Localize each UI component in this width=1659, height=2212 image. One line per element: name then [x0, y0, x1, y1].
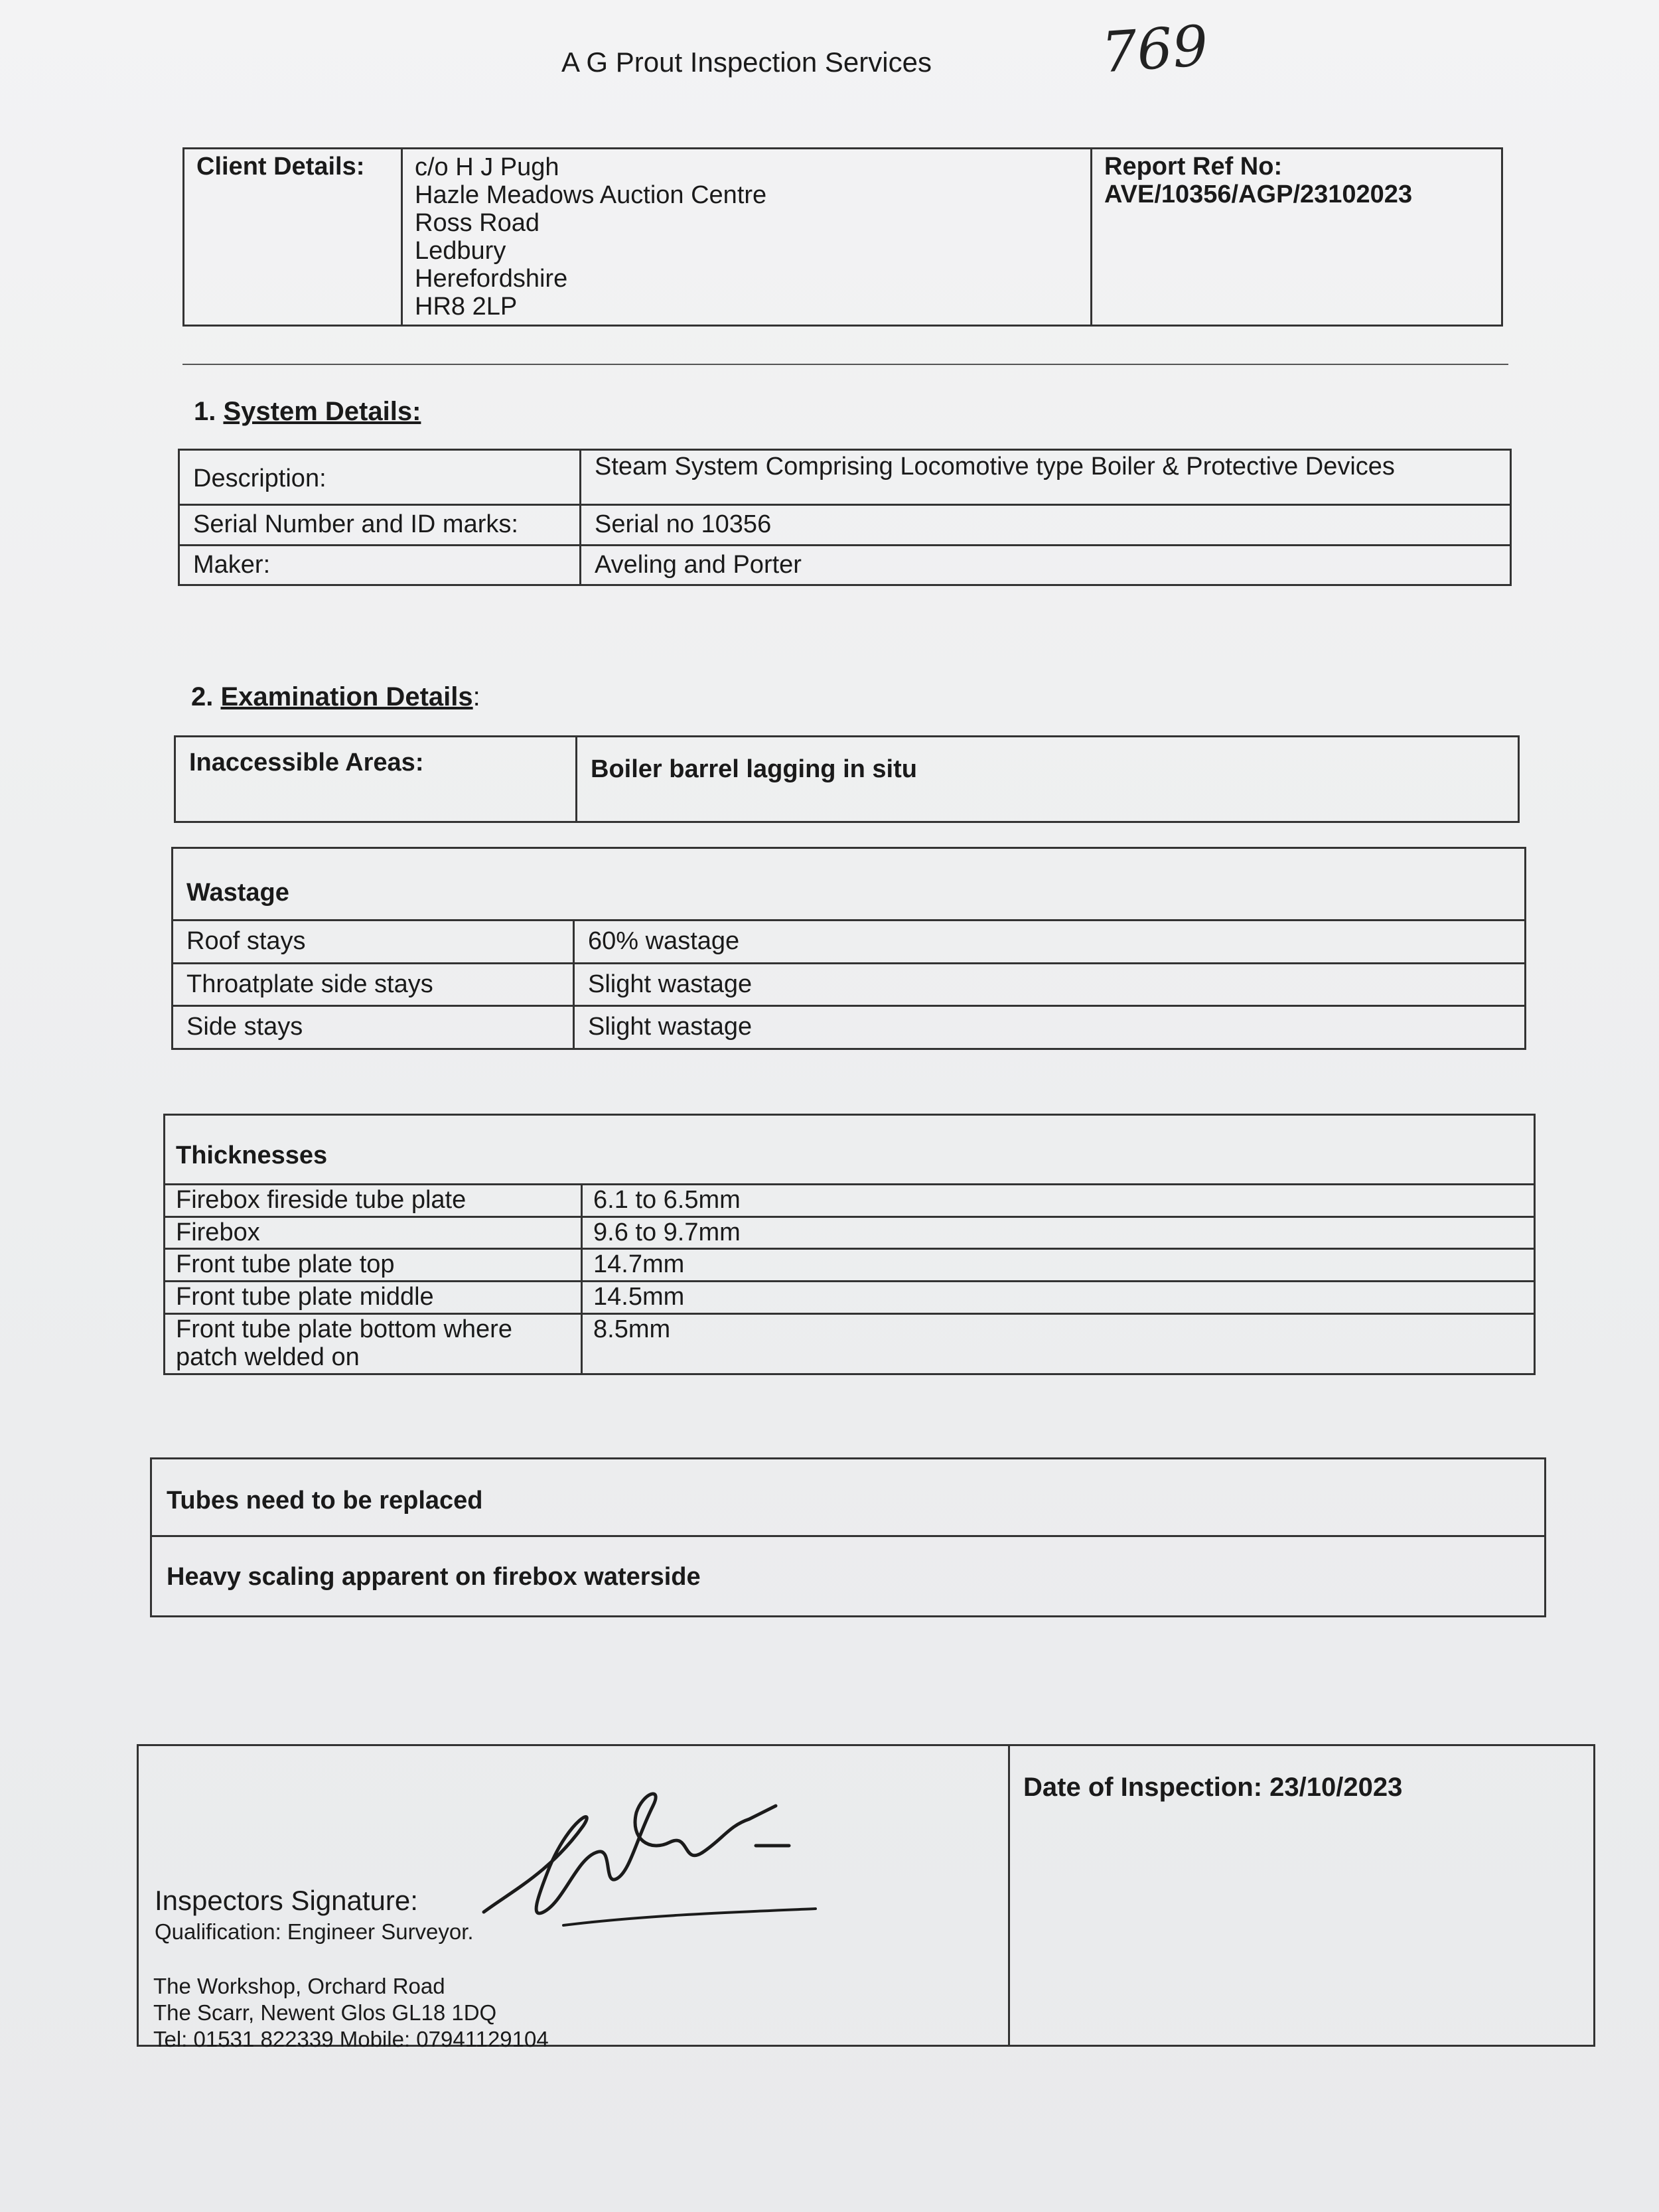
section-heading-examination: 2. Examination Details: [191, 682, 480, 711]
inspection-date: Date of Inspection: 23/10/2023 [1009, 1745, 1595, 2046]
maker-label: Maker: [179, 545, 581, 585]
handwritten-signature [470, 1779, 842, 1939]
client-details-table [182, 147, 1503, 327]
table-row: Throatplate side stays Slight wastage [173, 963, 1526, 1006]
note-scaling: Heavy scaling apparent on firebox waterside [151, 1536, 1546, 1616]
inaccessible-areas-table [174, 735, 1520, 823]
address-line: Hazle Meadows Auction Centre [415, 181, 767, 209]
signature-cell [138, 1745, 1009, 2051]
client-address [402, 149, 1092, 326]
report-ref [1092, 149, 1502, 326]
section-heading-system [194, 397, 421, 427]
wastage-title: Wastage [173, 848, 1526, 921]
client-details-label: Client Details: [184, 149, 402, 326]
qualification: Qualification: Engineer Surveyor. [155, 1919, 474, 1944]
thicknesses-title: Thicknesses [165, 1115, 1535, 1185]
description-value: Steam System Comprising Locomotive type Boiler & Protective Devices [581, 450, 1511, 505]
divider [182, 364, 1508, 365]
table-row: Front tube plate top 14.7mm [165, 1249, 1535, 1282]
table-row: Front tube plate middle 14.5mm [165, 1282, 1535, 1314]
thicknesses-table [163, 1114, 1536, 1375]
wastage-table [171, 847, 1526, 1050]
section-title: Examination Details [220, 682, 473, 711]
address-line: Ledbury [415, 237, 506, 265]
notes-table [150, 1457, 1546, 1617]
section-number: 1. [194, 397, 216, 426]
table-row: Firebox fireside tube plate 6.1 to 6.5mm [165, 1184, 1535, 1217]
report-ref-label: Report Ref No: [1104, 153, 1283, 181]
address-line: Ross Road [415, 209, 540, 237]
handwritten-page-number: 769 [1099, 13, 1210, 86]
section-number: 2. [191, 682, 214, 711]
address-line: Herefordshire [415, 265, 568, 293]
system-details-table [178, 449, 1512, 586]
table-row: Side stays Slight wastage [173, 1006, 1526, 1049]
maker-value: Aveling and Porter [581, 545, 1511, 585]
address-line: HR8 2LP [415, 293, 518, 321]
table-row: Firebox 9.6 to 9.7mm [165, 1217, 1535, 1249]
note-tubes: Tubes need to be replaced [151, 1459, 1546, 1536]
signoff-table [137, 1744, 1595, 2051]
serial-value: Serial no 10356 [581, 504, 1511, 545]
section-title: System Details: [223, 397, 421, 426]
description-label: Description: [179, 450, 581, 505]
report-ref-value: AVE/10356/AGP/23102023 [1104, 180, 1413, 208]
inspector-address: The Workshop, Orchard Road The Scarr, Newent Glos GL18 1DQ Tel: 01531 822339 Mobile: 07941129104 [153, 1974, 549, 2051]
signature-label: Inspectors Signature: [155, 1885, 418, 1916]
inaccessible-label: Inaccessible Areas: [175, 737, 577, 822]
inaccessible-value: Boiler barrel lagging in situ [577, 737, 1519, 822]
serial-label: Serial Number and ID marks: [179, 504, 581, 545]
address-line: c/o H J Pugh [415, 153, 559, 181]
table-row: Front tube plate bottom where patch welded on 8.5mm [165, 1313, 1535, 1374]
table-row: Roof stays 60% wastage [173, 920, 1526, 963]
page-title: A G Prout Inspection Services [561, 46, 932, 78]
